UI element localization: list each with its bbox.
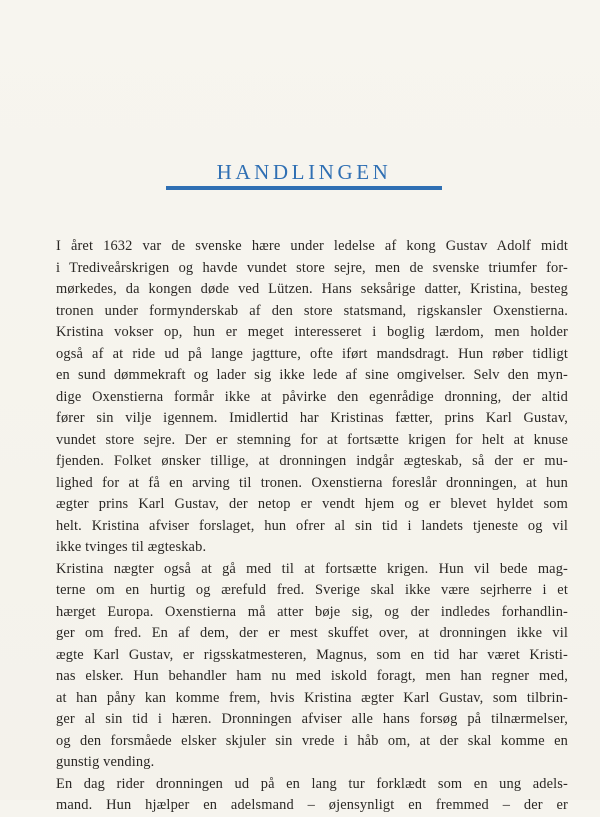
text-line: helt. Kristina afviser forslaget, hun ofrer al sin tid i landets tjeneste og vil [56,517,568,534]
page-heading: HANDLINGEN [216,160,392,184]
text-line: også af at ride ud på lange jagtture, ofte iført mandsdragt. Hun røber tidligt [56,345,568,362]
paragraph [56,236,568,559]
text-line: at han påny kan komme frem, hvis Kristina ægter Karl Gustav, som tilbrin- [56,689,568,706]
text-line: i Trediveårskrigen og havde vundet store sejre, men de svenske triumfer for- [56,259,568,276]
text-line: ger om fred. En af dem, der er mest skuffet over, at dronningen ikke vil [56,625,568,641]
text-line: vundet store sejre. Der er stemning for at fortsætte krigen for helt at knuse [56,431,568,448]
text-line: terne om en hurtig og ærefuld fred. Sverige skal ikke være sejrherre i et [56,582,568,598]
text-line: lighed for at få en arving til tronen. Oxenstierna foreslår dronningen, at hun [56,474,568,491]
text-line: ikke tvinges til ægteskab. [56,539,207,555]
text-line: I året 1632 var de svenske hære under ledelse af kong Gustav Adolf midt [56,238,568,254]
text-line: mørkedes, da kongen døde ved Lützen. Hans seksårige datter, Kristina, besteg [56,281,568,297]
text-line: Kristina vokser op, hun er meget interesseret i boglig lærdom, men holder [56,324,568,340]
paragraph [56,559,568,774]
text-line: og den forsmåede elsker skjuler sin vrede i håb om, at der skal komme en [56,732,568,749]
text-line: dige Oxenstierna formår ikke at påvirke den egenrådige dronning, der altid [56,388,568,405]
text-line: Kristina nægter også at gå med til at fortsætte krigen. Hun vil bede mag- [56,560,568,577]
paragraph [56,774,568,817]
body-text [56,236,568,817]
text-line: En dag rider dronningen ud på en lang tur forklædt som en ung adels- [56,775,568,792]
text-line: tronen under formynderskab af den store statsmand, rigskansler Oxenstierna. [56,302,568,319]
text-line: ægte Karl Gustav, er rigsskatmesteren, Magnus, som en tid har været Kristi- [56,646,568,663]
text-line: gunstig vending. [56,754,155,770]
text-line: ger al sin tid i hæren. Dronningen afviser alle hans forsøg på tilnærmelser, [56,711,568,727]
text-line: hærget Europa. Oxenstierna må atter bøje sig, og der indledes forhandlin- [56,603,568,620]
text-line: nas elsker. Hun behandler ham nu med iskold foragt, men han regner med, [56,668,568,684]
text-line: fører sin vilje igennem. Imidlertid har Kristinas fætter, prins Karl Gustav, [56,410,568,426]
heading-underline [166,186,442,190]
text-line: mand. Hun hjælper en adelsmand – øjensynligt en fremmed – der er [56,797,568,813]
text-line: ægter prins Karl Gustav, der netop er vendt hjem og er blevet hyldet som [56,496,568,512]
text-line: en sund dømmekraft og lader sig ikke lede af sine omgivelser. Selv den myn- [56,367,568,383]
text-line: fjenden. Folket ønsker tillige, at dronningen indgår ægteskab, så der er mu- [56,453,568,469]
